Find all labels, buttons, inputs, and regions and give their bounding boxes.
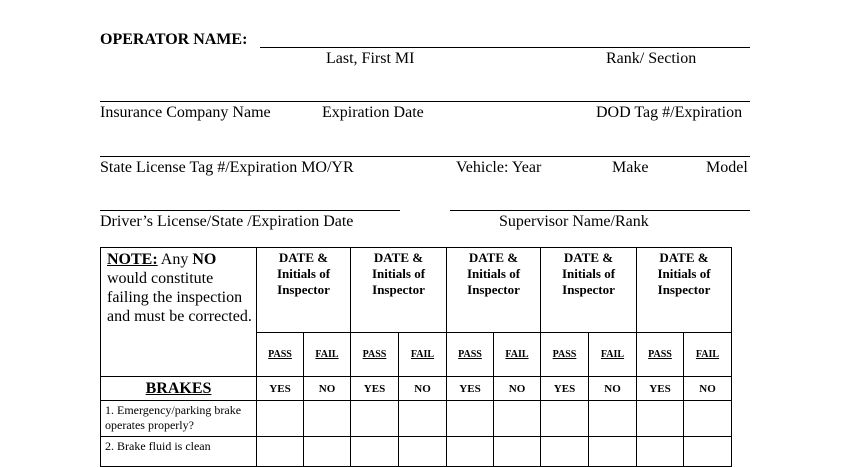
no-cell: NO	[684, 377, 732, 401]
note-cell	[101, 248, 257, 377]
vehicle-year-label: Vehicle: Year	[456, 159, 542, 176]
pass-cell[interactable]: PASS	[447, 333, 494, 377]
item-brake-fluid: 2. Brake fluid is clean	[101, 437, 257, 467]
no-cell: NO	[304, 377, 351, 401]
date-header-5: DATE & Initials of Inspector	[637, 248, 732, 333]
last-first-mi-label: Last, First MI	[326, 50, 415, 67]
rank-section-label: Rank/ Section	[606, 50, 697, 67]
answer-cell[interactable]	[541, 437, 589, 467]
model-label: Model	[706, 159, 748, 176]
yes-cell: YES	[637, 377, 684, 401]
pass-cell[interactable]: PASS	[351, 333, 399, 377]
answer-cell[interactable]	[494, 437, 541, 467]
answer-cell[interactable]	[541, 401, 589, 437]
answer-cell[interactable]	[494, 401, 541, 437]
drivers-license-label: Driver’s License/State /Expiration Date	[100, 213, 354, 230]
answer-cell[interactable]	[637, 437, 684, 467]
pass-cell[interactable]: PASS	[257, 333, 304, 377]
answer-cell[interactable]	[447, 401, 494, 437]
note-label: NOTE:	[107, 251, 158, 268]
inspection-table	[100, 247, 732, 467]
yes-cell: YES	[257, 377, 304, 401]
item-emergency-brake: 1. Emergency/parking brake operates properly?	[101, 401, 257, 437]
yes-cell: YES	[447, 377, 494, 401]
fail-cell[interactable]: FAIL	[399, 333, 447, 377]
date-header-2: DATE & Initials of Inspector	[351, 248, 447, 333]
no-cell: NO	[589, 377, 637, 401]
note-no: NO	[192, 251, 217, 268]
dod-tag-label: DOD Tag #/Expiration	[596, 104, 743, 121]
pass-cell[interactable]: PASS	[637, 333, 684, 377]
answer-cell[interactable]	[589, 437, 637, 467]
operator-name-line[interactable]	[260, 47, 750, 48]
answer-cell[interactable]	[351, 401, 399, 437]
answer-cell[interactable]	[447, 437, 494, 467]
fail-cell[interactable]: FAIL	[494, 333, 541, 377]
insurance-line[interactable]	[100, 101, 750, 102]
supervisor-label: Supervisor Name/Rank	[499, 213, 649, 230]
license-tag-line[interactable]	[100, 156, 750, 157]
date-header-4: DATE & Initials of Inspector	[541, 248, 637, 333]
answer-cell[interactable]	[399, 401, 447, 437]
answer-cell[interactable]	[304, 401, 351, 437]
note-text-start: Any	[157, 251, 193, 268]
fail-cell[interactable]: FAIL	[589, 333, 637, 377]
date-header-1: DATE & Initials of Inspector	[257, 248, 351, 333]
fail-cell[interactable]: FAIL	[684, 333, 732, 377]
pass-cell[interactable]: PASS	[541, 333, 589, 377]
answer-cell[interactable]	[257, 437, 304, 467]
answer-cell[interactable]	[399, 437, 447, 467]
insurance-company-label: Insurance Company Name	[100, 104, 271, 121]
yes-cell: YES	[541, 377, 589, 401]
no-cell: NO	[399, 377, 447, 401]
answer-cell[interactable]	[589, 401, 637, 437]
supervisor-line[interactable]	[450, 210, 750, 211]
operator-name-label: OPERATOR NAME:	[100, 31, 248, 48]
note-text-end: would constitute failing the inspection and must be corrected.	[107, 270, 252, 325]
answer-cell[interactable]	[684, 401, 732, 437]
drivers-license-line[interactable]	[100, 210, 400, 211]
answer-cell[interactable]	[351, 437, 399, 467]
yes-cell: YES	[351, 377, 399, 401]
make-label: Make	[612, 159, 649, 176]
answer-cell[interactable]	[637, 401, 684, 437]
fail-cell[interactable]: FAIL	[304, 333, 351, 377]
answer-cell[interactable]	[684, 437, 732, 467]
state-license-label: State License Tag #/Expiration MO/YR	[100, 159, 354, 176]
no-cell: NO	[494, 377, 541, 401]
answer-cell[interactable]	[257, 401, 304, 437]
answer-cell[interactable]	[304, 437, 351, 467]
date-header-3: DATE & Initials of Inspector	[447, 248, 541, 333]
brakes-section-title: BRAKES	[101, 377, 257, 401]
expiration-date-label: Expiration Date	[322, 104, 424, 121]
